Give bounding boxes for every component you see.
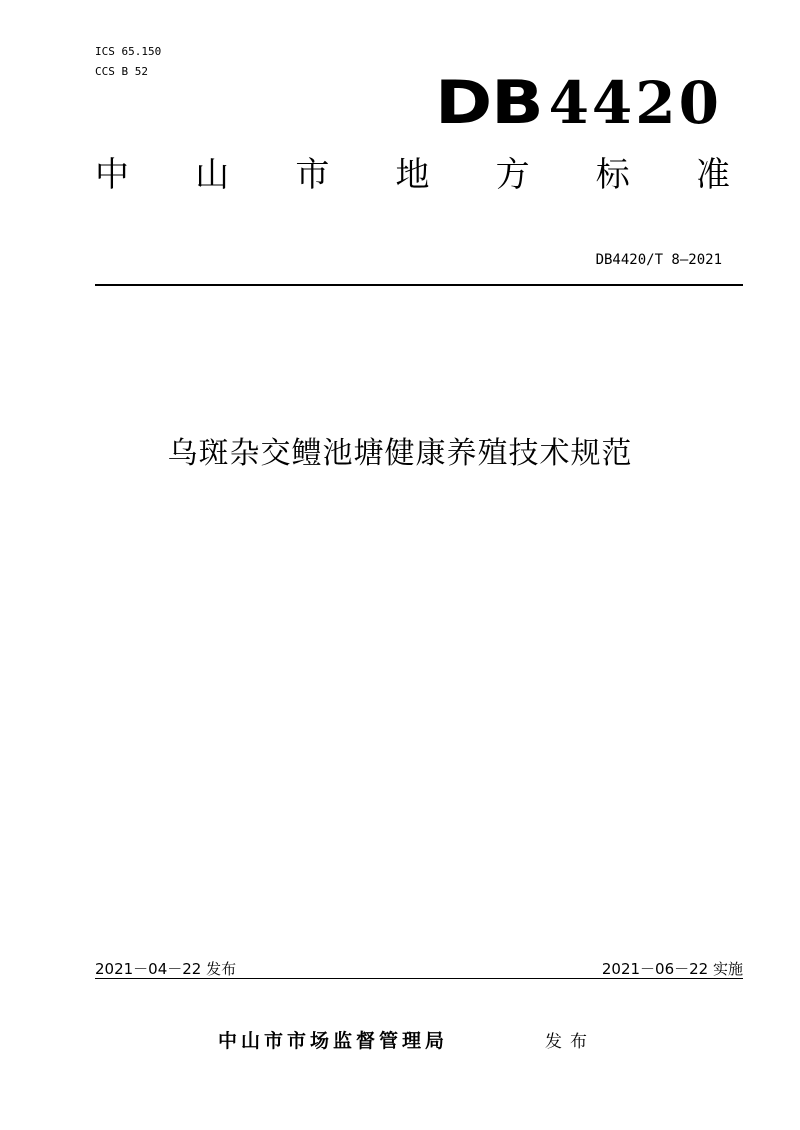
publish-label: 发布 [545,1032,595,1052]
standard-region-code: 4420 [548,69,722,137]
document-title: 乌斑杂交鳢池塘健康养殖技术规范 [167,436,633,471]
standard-type-char: 地 [395,155,430,195]
standard-type-char: 准 [695,155,730,195]
standard-type-char: 方 [495,155,530,195]
standard-type-char: 标 [595,155,630,195]
release-date: 2021－04－22 发布 [95,960,237,978]
standard-prefix: DB [434,68,543,138]
standard-type-char: 山 [195,155,230,195]
footer-divider [95,978,743,979]
standard-type-title [95,153,730,197]
standard-type-char: 市 [295,155,330,195]
standard-number: DB4420/T 8—2021 [595,252,722,268]
implementation-date: 2021－06－22 实施 [601,960,743,978]
header-divider [95,284,743,286]
standard-code-logo [434,68,722,138]
ics-code: ICS 65.150 [95,45,162,58]
publisher-name: 中山市市场监督管理局 [218,1030,449,1052]
classification-codes [95,42,161,82]
standard-type-char: 中 [95,155,129,195]
ccs-code: CCS B 52 [95,65,148,78]
